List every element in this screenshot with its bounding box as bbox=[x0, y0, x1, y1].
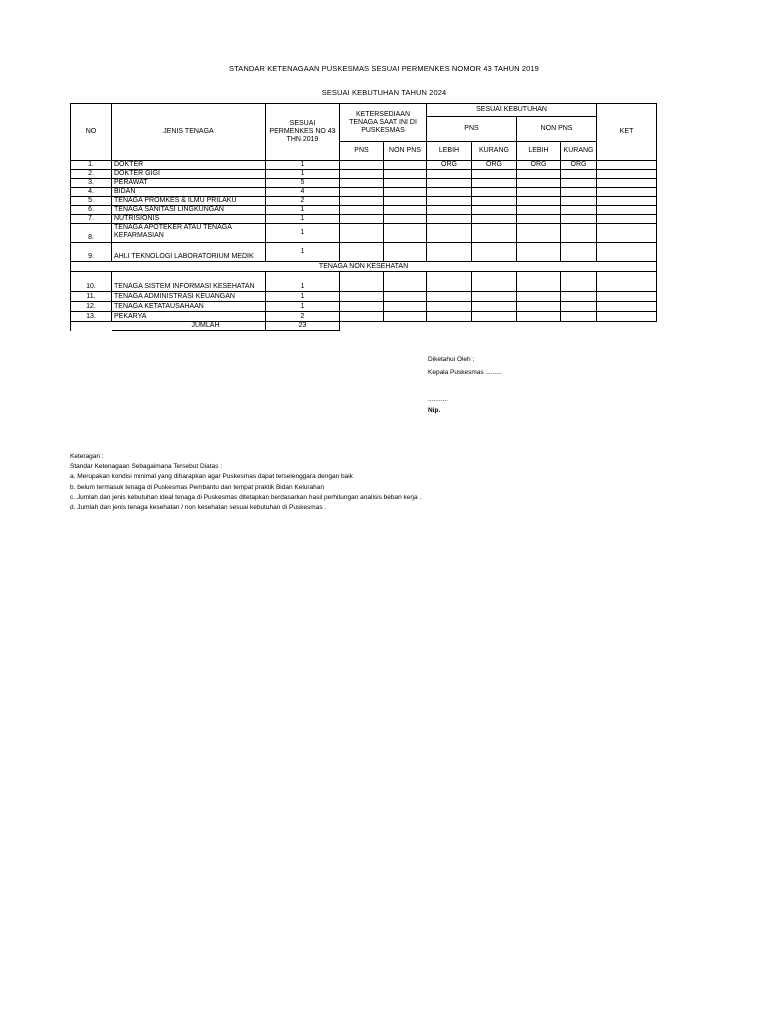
row-nonpns-kurang bbox=[561, 243, 597, 262]
row-no: 6. bbox=[71, 206, 112, 215]
row-no: 9. bbox=[71, 243, 112, 262]
row-pns-kurang bbox=[472, 312, 517, 322]
row-permenkes-value: 1 bbox=[266, 302, 340, 312]
row-tersedia-pns bbox=[340, 206, 384, 215]
row-permenkes-value: 1 bbox=[266, 170, 340, 179]
staffing-table bbox=[70, 103, 657, 331]
row-ket bbox=[597, 215, 657, 224]
row-tersedia-pns bbox=[340, 224, 384, 243]
table-row bbox=[71, 161, 657, 170]
row-tersedia-non-pns bbox=[384, 206, 427, 215]
approval-known-by: Diketahui Oleh ; bbox=[428, 356, 475, 363]
row-pns-lebih bbox=[427, 292, 472, 302]
row-tersedia-pns bbox=[340, 272, 384, 292]
row-pns-lebih bbox=[427, 224, 472, 243]
table-row bbox=[71, 302, 657, 312]
row-nonpns-lebih bbox=[517, 206, 561, 215]
row-tersedia-pns bbox=[340, 161, 384, 170]
row-nonpns-lebih bbox=[517, 243, 561, 262]
row-nonpns-kurang bbox=[561, 215, 597, 224]
row-nonpns-kurang bbox=[561, 188, 597, 197]
row-pns-kurang bbox=[472, 272, 517, 292]
table-row bbox=[71, 179, 657, 188]
row-ket bbox=[597, 170, 657, 179]
row-ket bbox=[597, 243, 657, 262]
row-permenkes-value: 4 bbox=[266, 188, 340, 197]
row-pns-kurang: ORG bbox=[472, 161, 517, 170]
row-ket bbox=[597, 224, 657, 243]
row-pns-kurang bbox=[472, 215, 517, 224]
row-nonpns-lebih bbox=[517, 170, 561, 179]
row-nonpns-kurang bbox=[561, 179, 597, 188]
row-pns-lebih bbox=[427, 170, 472, 179]
table-row bbox=[71, 188, 657, 197]
header-permenkes: SESUAI PERMENKES NO 43 THN 2019 bbox=[266, 104, 340, 161]
row-pns-lebih bbox=[427, 197, 472, 206]
row-tersedia-non-pns bbox=[384, 215, 427, 224]
row-tersedia-pns bbox=[340, 312, 384, 322]
row-permenkes-value: 1 bbox=[266, 292, 340, 302]
row-permenkes-value: 5 bbox=[266, 179, 340, 188]
row-jenis-tenaga: PERAWAT bbox=[112, 179, 266, 188]
row-no: 12. bbox=[71, 302, 112, 312]
row-nonpns-kurang bbox=[561, 197, 597, 206]
header-tersedia-pns: PNS bbox=[340, 142, 384, 161]
notes-item-d: d. Jumlah dan jenis tenaga kesehatan / non kesehatan sesuai kebutuhan di Puskesmas . bbox=[70, 504, 327, 512]
row-nonpns-lebih bbox=[517, 224, 561, 243]
row-no: 7. bbox=[71, 215, 112, 224]
table-row bbox=[71, 243, 657, 262]
table-row bbox=[71, 312, 657, 322]
approval-head: Kepala Puskesmas ......... bbox=[428, 369, 502, 376]
row-pns-lebih bbox=[427, 188, 472, 197]
row-pns-kurang bbox=[472, 292, 517, 302]
row-jenis-tenaga: TENAGA SANITASI LINGKUNGAN bbox=[112, 206, 266, 215]
row-permenkes-value: 1 bbox=[266, 224, 340, 243]
row-pns-lebih bbox=[427, 215, 472, 224]
row-tersedia-pns bbox=[340, 215, 384, 224]
row-tersedia-pns bbox=[340, 302, 384, 312]
row-nonpns-kurang bbox=[561, 224, 597, 243]
approval-nip: Nip. bbox=[428, 407, 441, 414]
row-permenkes-value: 1 bbox=[266, 161, 340, 170]
table-row bbox=[71, 224, 657, 243]
document-title: STANDAR KETENAGAAN PUSKESMAS SESUAI PERMENKES NOMOR 43 TAHUN 2019 bbox=[229, 64, 539, 73]
row-no: 4. bbox=[71, 188, 112, 197]
row-nonpns-lebih bbox=[517, 302, 561, 312]
row-tersedia-non-pns bbox=[384, 302, 427, 312]
table-row bbox=[71, 170, 657, 179]
row-ket bbox=[597, 272, 657, 292]
row-permenkes-value: 2 bbox=[266, 197, 340, 206]
row-ket bbox=[597, 312, 657, 322]
row-pns-kurang bbox=[472, 170, 517, 179]
row-tersedia-pns bbox=[340, 243, 384, 262]
row-tersedia-non-pns bbox=[384, 292, 427, 302]
notes-item-c: c. Jumlah dan jenis kebutuhan ideal tenaga di Puskesmas ditetapkan berdasarkan hasil perhitungan analisis beban kerja . bbox=[70, 493, 422, 501]
header-kebutuhan-non-pns: NON PNS bbox=[517, 117, 597, 142]
row-tersedia-non-pns bbox=[384, 312, 427, 322]
row-jenis-tenaga: TENAGA PROMKES & ILMU PRILAKU bbox=[112, 197, 266, 206]
row-nonpns-lebih bbox=[517, 215, 561, 224]
row-tersedia-non-pns bbox=[384, 170, 427, 179]
row-nonpns-kurang bbox=[561, 170, 597, 179]
row-pns-lebih bbox=[427, 272, 472, 292]
row-no: 11. bbox=[71, 292, 112, 302]
row-no: 1. bbox=[71, 161, 112, 170]
row-pns-kurang bbox=[472, 302, 517, 312]
section-label-non-kesehatan: TENAGA NON KESEHATAN bbox=[71, 262, 657, 272]
row-nonpns-lebih bbox=[517, 179, 561, 188]
row-pns-lebih bbox=[427, 243, 472, 262]
total-row bbox=[71, 322, 657, 331]
row-pns-kurang bbox=[472, 188, 517, 197]
row-pns-kurang bbox=[472, 179, 517, 188]
row-jenis-tenaga: PEKARYA bbox=[112, 312, 266, 322]
total-label: JUMLAH bbox=[112, 322, 266, 331]
row-jenis-tenaga: NUTRISIONIS bbox=[112, 215, 266, 224]
row-ket bbox=[597, 302, 657, 312]
header-sesuai-kebutuhan: SESUAI KEBUTUHAN bbox=[427, 104, 597, 117]
notes-item-b: b. belum termasuk tenaga di Puskesmas Pembantu dan tempat praktik Bidan Kelurahan bbox=[70, 483, 325, 491]
row-permenkes-value: 2 bbox=[266, 312, 340, 322]
row-ket bbox=[597, 197, 657, 206]
total-spacer bbox=[71, 322, 112, 331]
header-ketersediaan: KETERSEDIAAN TENAGA SAAT INI DI PUSKESMAS bbox=[340, 104, 427, 142]
notes-heading: Keteragan : bbox=[70, 453, 104, 460]
row-no: 5. bbox=[71, 197, 112, 206]
row-ket bbox=[597, 292, 657, 302]
row-jenis-tenaga: TENAGA SISTEM INFORMASI KESEHATAN bbox=[112, 272, 266, 292]
row-ket bbox=[597, 161, 657, 170]
row-pns-lebih: ORG bbox=[427, 161, 472, 170]
row-pns-kurang bbox=[472, 206, 517, 215]
header-ket: KET bbox=[597, 104, 657, 161]
row-pns-lebih bbox=[427, 179, 472, 188]
row-tersedia-non-pns bbox=[384, 161, 427, 170]
row-tersedia-non-pns bbox=[384, 243, 427, 262]
approval-signature-line: ........... bbox=[428, 396, 448, 403]
row-nonpns-kurang bbox=[561, 272, 597, 292]
table-row bbox=[71, 197, 657, 206]
row-pns-lebih bbox=[427, 206, 472, 215]
row-no: 3. bbox=[71, 179, 112, 188]
row-permenkes-value: 1 bbox=[266, 206, 340, 215]
row-nonpns-lebih bbox=[517, 312, 561, 322]
row-nonpns-lebih bbox=[517, 272, 561, 292]
header-nonpns-lebih: LEBIH bbox=[517, 142, 561, 161]
notes-section bbox=[70, 452, 421, 513]
row-nonpns-lebih bbox=[517, 188, 561, 197]
total-value: 23 bbox=[266, 322, 340, 331]
row-jenis-tenaga: TENAGA APOTEKER ATAU TENAGA KEFARMASIAN bbox=[112, 224, 266, 243]
header-kebutuhan-pns: PNS bbox=[427, 117, 517, 142]
row-nonpns-lebih bbox=[517, 197, 561, 206]
row-jenis-tenaga: TENAGA KETATAUSAHAAN bbox=[112, 302, 266, 312]
row-ket bbox=[597, 188, 657, 197]
row-permenkes-value: 1 bbox=[266, 215, 340, 224]
row-permenkes-value: 1 bbox=[266, 243, 340, 262]
row-tersedia-pns bbox=[340, 292, 384, 302]
row-nonpns-kurang bbox=[561, 206, 597, 215]
row-jenis-tenaga: DOKTER GIGI bbox=[112, 170, 266, 179]
notes-item-a: a. Merupakan kondisi minimal yang diharapkan agar Puskesmas dapat terselenggara dengan baik bbox=[70, 473, 353, 481]
row-jenis-tenaga: BIDAN bbox=[112, 188, 266, 197]
row-pns-kurang bbox=[472, 224, 517, 243]
row-nonpns-lebih: ORG bbox=[517, 161, 561, 170]
row-jenis-tenaga: AHLI TEKNOLOGI LABORATORIUM MEDIK bbox=[112, 243, 266, 262]
table-row bbox=[71, 206, 657, 215]
row-tersedia-non-pns bbox=[384, 197, 427, 206]
row-tersedia-non-pns bbox=[384, 272, 427, 292]
row-nonpns-kurang bbox=[561, 292, 597, 302]
row-tersedia-pns bbox=[340, 170, 384, 179]
table-row bbox=[71, 292, 657, 302]
header-nonpns-kurang: KURANG bbox=[561, 142, 597, 161]
document-subtitle: SESUAI KEBUTUHAN TAHUN 2024 bbox=[321, 88, 447, 97]
row-pns-kurang bbox=[472, 197, 517, 206]
row-jenis-tenaga: TENAGA ADMINISTRASI KEUANGAN bbox=[112, 292, 266, 302]
row-ket bbox=[597, 206, 657, 215]
row-tersedia-non-pns bbox=[384, 224, 427, 243]
row-jenis-tenaga: DOKTER bbox=[112, 161, 266, 170]
header-jenis-tenaga: JENIS TENAGA bbox=[112, 104, 266, 161]
row-ket bbox=[597, 179, 657, 188]
row-tersedia-pns bbox=[340, 197, 384, 206]
row-permenkes-value: 1 bbox=[266, 272, 340, 292]
table-row bbox=[71, 215, 657, 224]
row-tersedia-non-pns bbox=[384, 179, 427, 188]
row-pns-lebih bbox=[427, 312, 472, 322]
header-pns-lebih: LEBIH bbox=[427, 142, 472, 161]
header-pns-kurang: KURANG bbox=[472, 142, 517, 161]
row-tersedia-pns bbox=[340, 188, 384, 197]
header-no: NO bbox=[71, 104, 112, 161]
row-pns-kurang bbox=[472, 243, 517, 262]
header-tersedia-non-pns: NON PNS bbox=[384, 142, 427, 161]
section-row bbox=[71, 262, 657, 272]
row-tersedia-non-pns bbox=[384, 188, 427, 197]
row-no: 2. bbox=[71, 170, 112, 179]
row-nonpns-kurang: ORG bbox=[561, 161, 597, 170]
row-no: 13. bbox=[71, 312, 112, 322]
row-pns-lebih bbox=[427, 302, 472, 312]
row-nonpns-kurang bbox=[561, 302, 597, 312]
row-no: 8. bbox=[71, 224, 112, 243]
table-row bbox=[71, 272, 657, 292]
row-nonpns-kurang bbox=[561, 312, 597, 322]
notes-intro: Standar Ketenagaan Sebagaimana Tersebut Diatas : bbox=[70, 463, 223, 471]
row-no: 10. bbox=[71, 272, 112, 292]
row-nonpns-lebih bbox=[517, 292, 561, 302]
row-tersedia-pns bbox=[340, 179, 384, 188]
